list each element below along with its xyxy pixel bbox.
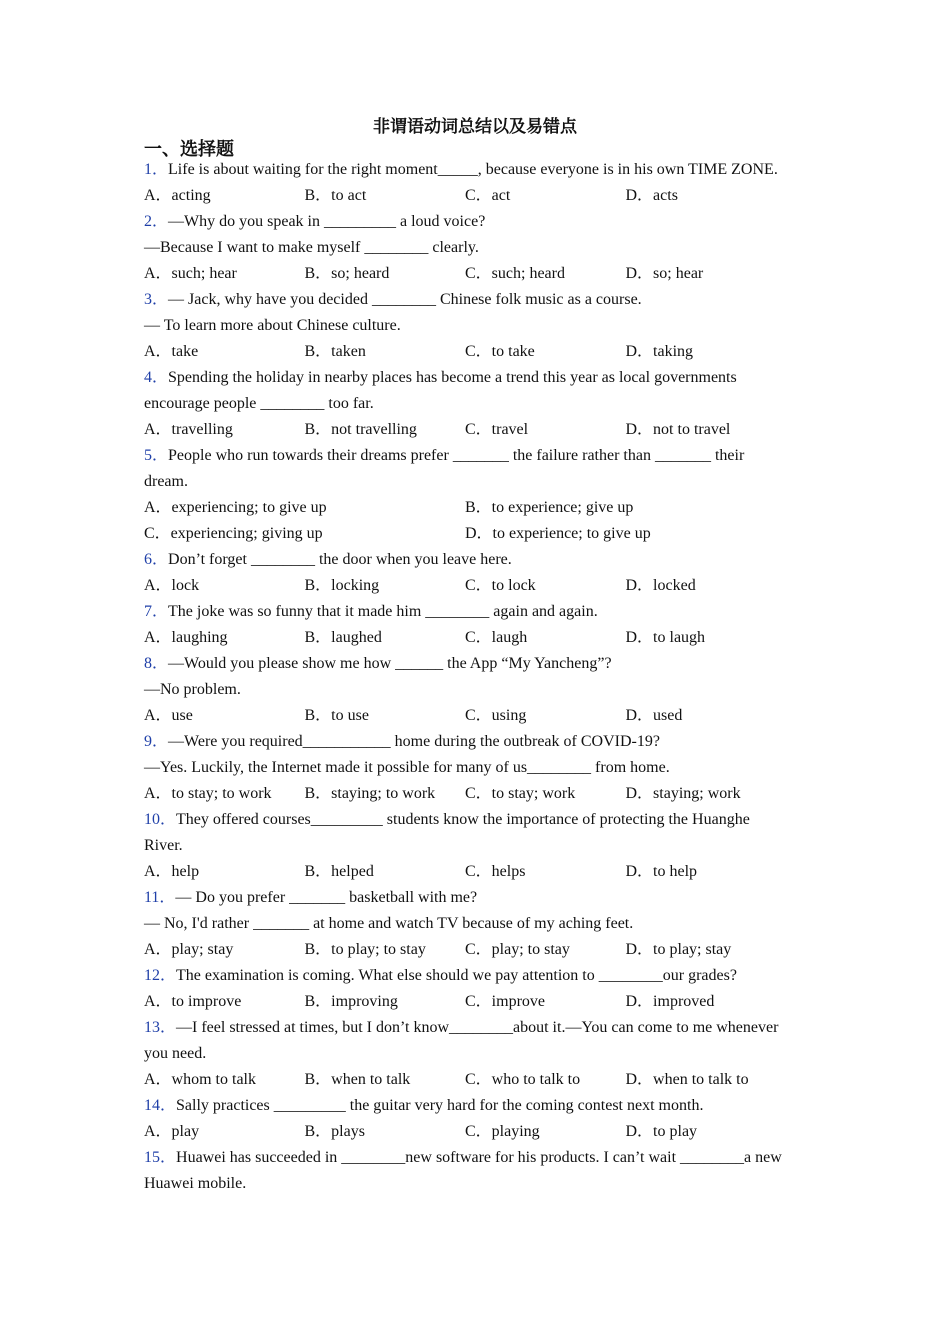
answer-option[interactable]: C．travel [465, 421, 529, 438]
options-row [144, 625, 786, 651]
options-row [144, 937, 786, 963]
question-9 [144, 729, 786, 807]
answer-option[interactable]: B．not travelling [304, 421, 417, 438]
options-row [144, 1119, 786, 1145]
question-number: 10． [144, 811, 177, 828]
question-14 [144, 1093, 786, 1145]
question-number: 6． [144, 551, 169, 568]
question-stem [144, 885, 786, 911]
answer-option[interactable]: C．who to talk to [465, 1071, 581, 1088]
answer-option[interactable]: B．locking [304, 577, 380, 594]
options-row [144, 573, 786, 599]
answer-option[interactable]: A．take [144, 343, 199, 360]
answer-option[interactable]: B．helped [304, 863, 374, 880]
question-2 [144, 209, 786, 287]
options-row [144, 1067, 786, 1093]
question-list [144, 157, 786, 1197]
question-number: 15． [144, 1149, 177, 1166]
question-stem [144, 365, 786, 417]
answer-option[interactable]: B．to act [304, 187, 367, 204]
options-row [144, 495, 786, 521]
question-text: — To learn more about Chinese culture. [144, 317, 401, 334]
answer-option[interactable]: A．play; stay [144, 941, 234, 958]
answer-option[interactable]: D．so; hear [625, 265, 704, 282]
answer-option[interactable]: D．taking [625, 343, 694, 360]
question-text: — Do you prefer _______ basketball with me? [175, 889, 478, 906]
answer-option[interactable]: C．experiencing; giving up [144, 525, 323, 542]
question-number: 8． [144, 655, 169, 672]
question-stem [144, 651, 786, 677]
options-row [144, 339, 786, 365]
question-stem [144, 1093, 786, 1119]
answer-option[interactable]: D．acts [625, 187, 678, 204]
answer-option[interactable]: A．play [144, 1123, 200, 1140]
question-text: —Yes. Luckily, the Internet made it possible for many of us________ from home. [144, 759, 670, 776]
answer-option[interactable]: C．to stay; work [465, 785, 576, 802]
answer-option[interactable]: A．whom to talk [144, 1071, 256, 1088]
answer-option[interactable]: D．locked [625, 577, 696, 594]
answer-option[interactable]: C．play; to stay [465, 941, 570, 958]
question-5 [144, 443, 786, 547]
question-6 [144, 547, 786, 599]
answer-option[interactable]: C．improve [465, 993, 545, 1010]
options-row [144, 521, 786, 547]
answer-option[interactable]: A．acting [144, 187, 211, 204]
question-dialogue-line [144, 677, 786, 703]
answer-option[interactable]: C．to take [465, 343, 535, 360]
options-row [144, 183, 786, 209]
question-text: —Because I want to make myself ________ clearly. [144, 239, 479, 256]
answer-option[interactable]: D．when to talk to [625, 1071, 749, 1088]
options-row [144, 261, 786, 287]
question-text: —I feel stressed at times, but I don’t know________about it.—You can come to me whenever you need. [144, 1019, 779, 1062]
answer-option[interactable]: B．when to talk [304, 1071, 411, 1088]
question-stem [144, 287, 786, 313]
question-10 [144, 807, 786, 885]
answer-option[interactable]: A．such; hear [144, 265, 237, 282]
question-15 [144, 1145, 786, 1197]
question-11 [144, 885, 786, 963]
answer-option[interactable]: C．playing [465, 1123, 540, 1140]
answer-option[interactable]: D．not to travel [625, 421, 731, 438]
question-number: 3． [144, 291, 169, 308]
question-text: The joke was so funny that it made him ________ again and again. [168, 603, 598, 620]
question-stem [144, 157, 786, 183]
question-text: Spending the holiday in nearby places has become a trend this year as local governments encourage people ________ too far. [144, 369, 737, 412]
question-text: —Why do you speak in _________ a loud voice? [168, 213, 486, 230]
answer-option[interactable]: A．to stay; to work [144, 785, 272, 802]
answer-option[interactable]: D．to experience; to give up [465, 525, 651, 542]
question-number: 1． [144, 161, 169, 178]
question-number: 4． [144, 369, 169, 386]
answer-option[interactable]: C．helps [465, 863, 526, 880]
question-text: —Were you required___________ home during the outbreak of COVID-19? [168, 733, 660, 750]
answer-option[interactable]: A．travelling [144, 421, 233, 438]
answer-option[interactable]: B．improving [304, 993, 398, 1010]
question-text: —No problem. [144, 681, 241, 698]
answer-option[interactable]: D．to help [625, 863, 698, 880]
question-stem [144, 807, 786, 859]
answer-option[interactable]: B．staying; to work [304, 785, 436, 802]
answer-option[interactable]: A．use [144, 707, 193, 724]
question-text: — Jack, why have you decided ________ Chinese folk music as a course. [168, 291, 642, 308]
answer-option[interactable]: A．help [144, 863, 200, 880]
question-number: 14． [144, 1097, 177, 1114]
question-stem [144, 963, 786, 989]
question-number: 2． [144, 213, 169, 230]
answer-option[interactable]: D．staying; work [625, 785, 741, 802]
options-row [144, 781, 786, 807]
answer-option[interactable]: B．so; heard [304, 265, 390, 282]
question-3 [144, 287, 786, 365]
question-13 [144, 1015, 786, 1093]
question-7 [144, 599, 786, 651]
question-8 [144, 651, 786, 729]
answer-option[interactable]: D．to laugh [625, 629, 706, 646]
answer-option[interactable]: A．lock [144, 577, 200, 594]
answer-option[interactable]: D．to play [625, 1123, 698, 1140]
answer-option[interactable]: B．to use [304, 707, 369, 724]
answer-option[interactable]: D．improved [625, 993, 715, 1010]
question-number: 13． [144, 1019, 177, 1036]
answer-option[interactable]: C．to lock [465, 577, 536, 594]
question-12 [144, 963, 786, 1015]
question-text: The examination is coming. What else should we pay attention to ________our grades? [176, 967, 737, 984]
answer-option[interactable]: A．to improve [144, 993, 242, 1010]
question-text: — No, I'd rather _______ at home and watch TV because of my aching feet. [144, 915, 634, 932]
question-number: 9． [144, 733, 169, 750]
question-stem [144, 1015, 786, 1067]
answer-option[interactable]: C．such; heard [465, 265, 565, 282]
answer-option[interactable]: B．laughed [304, 629, 382, 646]
question-number: 5． [144, 447, 169, 464]
answer-option[interactable]: A．experiencing; to give up [144, 499, 327, 516]
section-heading: 一、选择题 [144, 139, 234, 159]
question-dialogue-line [144, 313, 786, 339]
question-number: 11． [144, 889, 176, 906]
question-dialogue-line [144, 755, 786, 781]
answer-option[interactable]: A．laughing [144, 629, 228, 646]
answer-option[interactable]: C．act [465, 187, 511, 204]
options-row [144, 989, 786, 1015]
question-text: They offered courses_________ students know the importance of protecting the Huanghe River. [144, 811, 750, 854]
options-row [144, 703, 786, 729]
question-dialogue-line [144, 911, 786, 937]
question-text: Huawei has succeeded in ________new software for his products. I can’t wait ________a new Huawei mobile. [144, 1149, 782, 1192]
answer-option[interactable]: B．plays [304, 1123, 365, 1140]
question-stem [144, 599, 786, 625]
answer-option[interactable]: B．to experience; give up [465, 499, 634, 516]
question-1 [144, 157, 786, 209]
question-stem [144, 729, 786, 755]
options-row [144, 417, 786, 443]
question-stem [144, 547, 786, 573]
answer-option[interactable]: B．to play; to stay [304, 941, 426, 958]
answer-option[interactable]: D．to play; stay [625, 941, 732, 958]
answer-option[interactable]: C．laugh [465, 629, 528, 646]
question-text: Life is about waiting for the right moment_____, because everyone is in his own TIME ZONE. [168, 161, 778, 178]
options-row [144, 859, 786, 885]
question-4 [144, 365, 786, 443]
answer-option[interactable]: B．taken [304, 343, 366, 360]
question-text: People who run towards their dreams prefer _______ the failure rather than _______ their dream. [144, 447, 745, 490]
question-text: Don’t forget ________ the door when you leave here. [168, 551, 512, 568]
answer-option[interactable]: C．using [465, 707, 527, 724]
question-number: 12． [144, 967, 177, 984]
question-dialogue-line [144, 235, 786, 261]
question-stem [144, 1145, 786, 1197]
question-stem [144, 209, 786, 235]
question-stem [144, 443, 786, 495]
answer-option[interactable]: D．used [625, 707, 683, 724]
question-number: 7． [144, 603, 169, 620]
question-text: —Would you please show me how ______ the App “My Yancheng”? [168, 655, 612, 672]
page-title: 非谓语动词总结以及易错点 [373, 117, 577, 136]
question-text: Sally practices _________ the guitar very hard for the coming contest next month. [176, 1097, 704, 1114]
